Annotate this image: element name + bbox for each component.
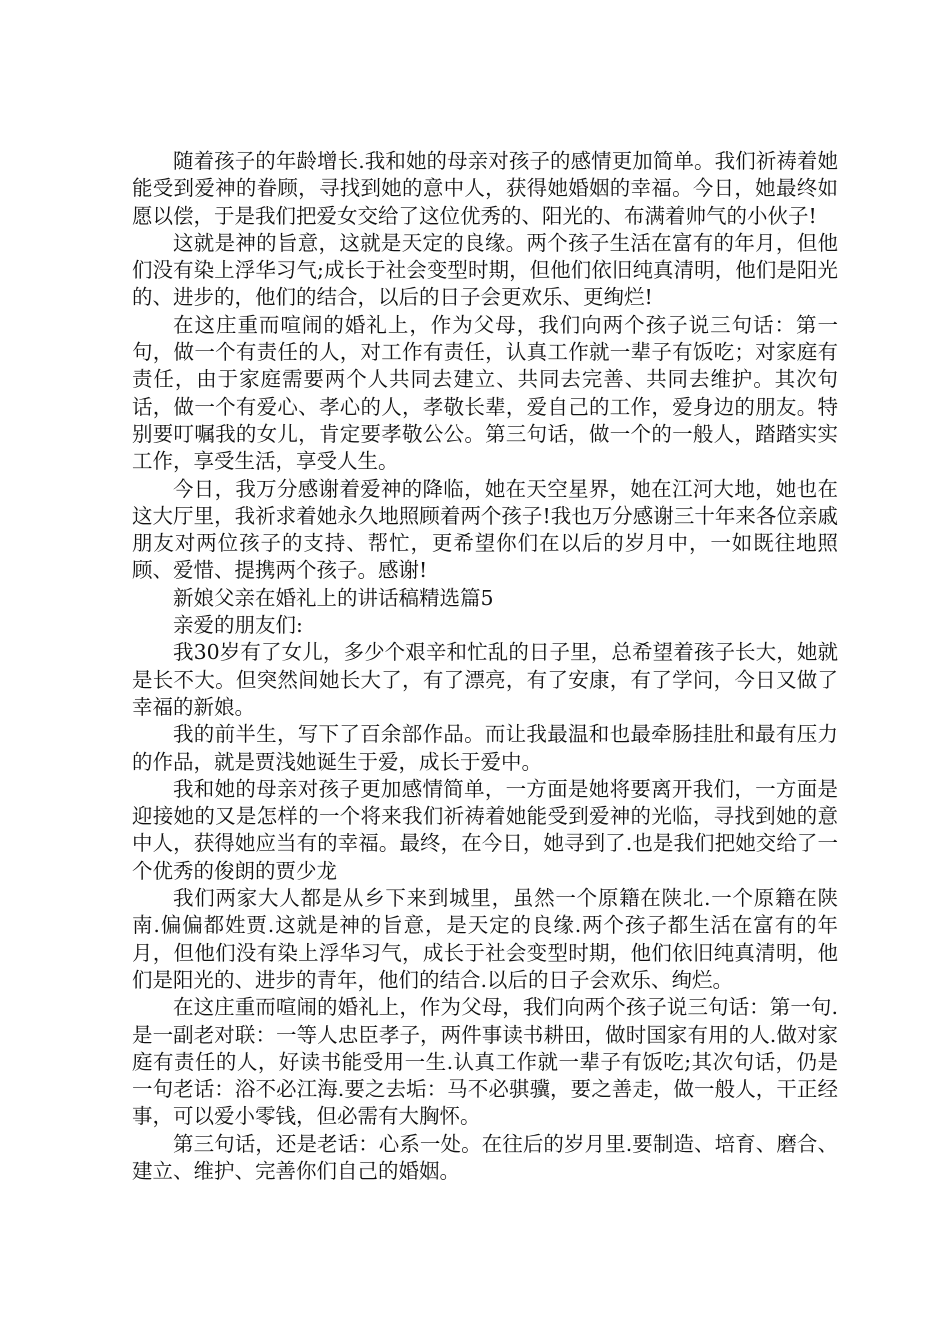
paragraph: 第三句话，还是老话：心系一处。在往后的岁月里.要制造、培育、磨合、建立、维护、完善你们自己的婚姻。: [132, 1131, 838, 1183]
paragraph: 在这庄重而喧闹的婚礼上，作为父母，我们向两个孩子说三句话：第一句.是一副老对联：一等人忠臣孝子，两件事读书耕田，做时国家有用的人.做对家庭有责任的人，好读书能受用一生.认真工作就一辈子有饭吃;其次句话，仍是一句老话：浴不必江海.要之去垢：马不必骐骥，要之善走，做一般人，干正经事，可以爱小零钱，但必需有大胸怀。: [132, 995, 838, 1129]
paragraph: 随着孩子的年龄增长.我和她的母亲对孩子的感情更加简单。我们祈祷着她能受到爱神的眷顾，寻找到她的意中人，获得她婚姻的幸福。今日，她最终如愿以偿，于是我们把爱女交给了这位优秀的、阳光的、布满着帅气的小伙子!: [132, 149, 838, 228]
paragraph: 这就是神的旨意，这就是天定的良缘。两个孩子生活在富有的年月，但他们没有染上浮华习气;成长于社会变型时期，但他们依旧纯真清明，他们是阳光的、进步的，他们的结合，以后的日子会更欢乐、更绚烂!: [132, 230, 838, 310]
section-heading: 新娘父亲在婚礼上的讲话稿精选篇5: [173, 585, 494, 610]
document-body: [132, 148, 838, 1185]
salutation: 亲爱的朋友们:: [173, 613, 303, 638]
paragraph: 在这庄重而喧闹的婚礼上，作为父母，我们向两个孩子说三句话：第一句，做一个有责任的人，对工作有责任，认真工作就一辈子有饭吃；对家庭有责任，由于家庭需要两个人共同去建立、共同去完善、共同去维护。其次句话，做一个有爱心、孝心的人，孝敬长辈，爱自己的工作，爱身边的朋友。特别要叮嘱我的女儿，肯定要孝敬公公。第三句话，做一个的一般人，踏踏实实工作，享受生活，享受人生。: [132, 312, 838, 474]
paragraph: 我和她的母亲对孩子更加感情简单，一方面是她将要离开我们，一方面是迎接她的又是怎样的一个将来我们祈祷着她能受到爱神的光临，寻找到她的意中人，获得她应当有的幸福。最终，在今日，她寻到了.也是我们把她交给了一个优秀的俊朗的贾少龙: [132, 776, 838, 883]
paragraph: 今日，我万分感谢着爱神的降临，她在天空星界，她在江河大地，她也在这大厅里，我祈求着她永久地照顾着两个孩子!我也万分感谢三十年来各位亲戚朋友对两位孩子的支持、帮忙，更希望你们在以后的岁月中，一如既往地照顾、爱惜、提携两个孩子。感谢!: [132, 476, 838, 583]
paragraph: 我们两家大人都是从乡下来到城里，虽然一个原籍在陕北.一个原籍在陕南.偏偏都姓贾.这就是神的旨意，是天定的良缘.两个孩子都生活在富有的年月，但他们没有染上浮华习气，成长于社会变型时期，他们依旧纯真清明，他们是阳光的、进步的青年，他们的结合.以后的日子会欢乐、绚烂。: [132, 886, 838, 992]
paragraph: 我的前半生，写下了百余部作品。而让我最温和也最牵肠挂肚和最有压力的作品，就是贾浅她诞生于爱，成长于爱中。: [132, 722, 838, 774]
paragraph: 我30岁有了女儿，多少个艰辛和忙乱的日子里，总希望着孩子长大，她就是长不大。但突然间她长大了，有了漂亮，有了安康，有了学问，今日又做了幸福的新娘。: [132, 640, 838, 719]
